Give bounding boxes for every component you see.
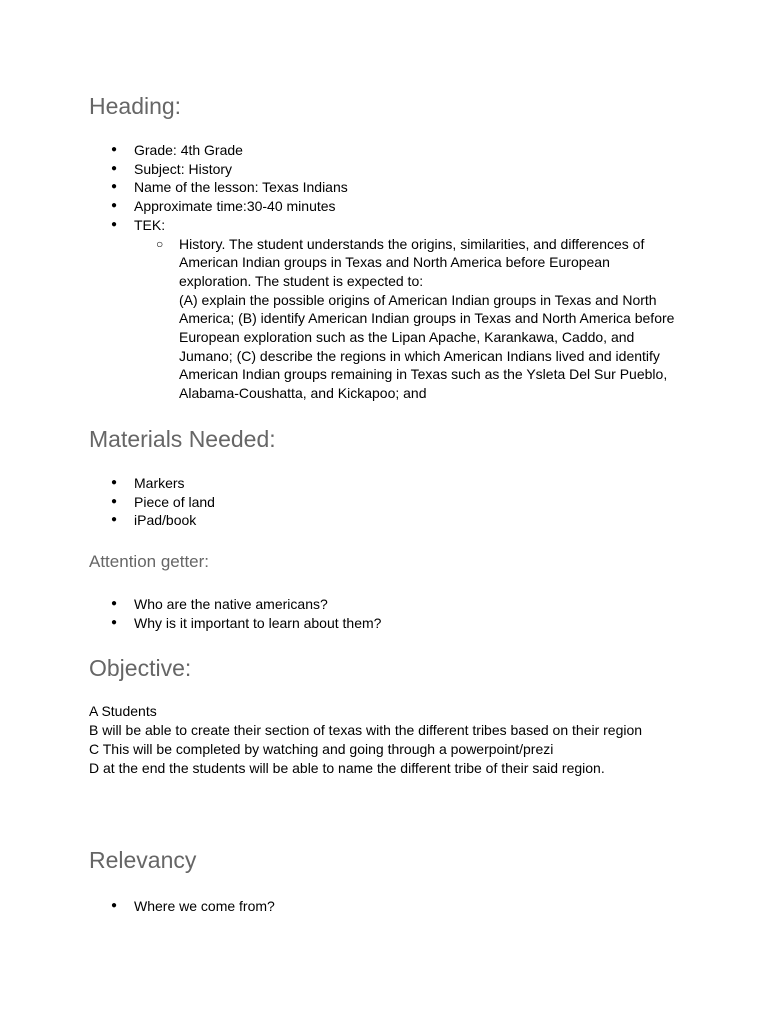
objective-text	[89, 702, 642, 778]
objective-line-c: C This will be completed by watching and going through a powerpoint/prezi	[89, 741, 554, 757]
objective-title: Objective:	[89, 655, 192, 681]
bullet-icon: ●	[111, 218, 118, 230]
tek-description: ○ History. The student understands the origins, similarities, and differences of American Indian groups in Texas and North America before European exploration. The student is expected to: (A) explain the possible origins of American Indian groups in Texas and North America; (B) identify American Indian groups in Texas and North America before European exploration such as the Lipan Apache, Karankawa, Caddo, and Jumano; (C) describe the regions in which American Indians lived and identify American Indian groups remaining in Texas such as the Ysleta Del Sur Pueblo, Alabama-Coushatta, and Kickapoo; and	[156, 235, 675, 402]
materials-title: Materials Needed:	[89, 426, 276, 452]
bullet-icon: ●	[111, 162, 118, 174]
list-item: ● Where we come from?	[111, 898, 275, 914]
list-item: ● Why is it important to learn about them?	[111, 614, 382, 631]
list-item-grade: ● Grade: 4th Grade	[111, 142, 243, 158]
list-item-tek: ● TEK: ○ History. The student understands the origins, similarities, and differences of American Indian groups in Texas and North America before European exploration. The student is expected to: (A) explain the possible origins of American Indian groups in Texas and North America; (B) identify American Indian groups in Texas and North America before European exploration such as the Lipan Apache, Karankawa, Caddo, and Jumano; (C) describe the regions in which American Indians lived and identify American Indian groups remaining in Texas such as the Ysleta Del Sur Pueblo, Alabama-Coushatta, and Kickapoo; and	[0, 216, 700, 403]
list-item-time: ● Approximate time:30-40 minutes	[111, 198, 336, 215]
bullet-icon: ●	[111, 200, 118, 212]
bullet-icon: ●	[111, 616, 118, 628]
tek-sublist	[134, 235, 700, 403]
heading-list	[0, 141, 700, 403]
objective-line-b: B will be able to create their section of texas with the different tribes based on their region	[89, 722, 643, 738]
materials-list	[0, 474, 700, 530]
relevancy-title: Relevancy	[89, 847, 197, 873]
bullet-icon: ●	[111, 495, 118, 507]
bullet-icon: ●	[111, 181, 118, 193]
bullet-icon: ●	[111, 598, 118, 609]
bullet-icon: ●	[111, 900, 118, 911]
hollow-bullet-icon: ○	[156, 236, 164, 251]
list-item: ● Markers	[111, 475, 185, 491]
heading-title: Heading:	[89, 93, 182, 119]
attention-list	[0, 595, 700, 632]
list-item-lesson-name: ● Name of the lesson: Texas Indians	[111, 179, 348, 196]
list-item: ● Piece of land	[111, 493, 215, 510]
list-item-subject: ● Subject: History	[111, 160, 233, 177]
bullet-icon: ●	[111, 477, 118, 488]
objective-line-d: D at the end the students will be able to name the different tribe of their said region.	[89, 760, 605, 776]
attention-title: Attention getter:	[89, 552, 210, 571]
relevancy-list	[0, 897, 700, 916]
bullet-icon: ●	[111, 514, 118, 526]
objective-line-a: A Students	[89, 703, 157, 719]
list-item: ● Who are the native americans?	[111, 596, 328, 612]
bullet-icon: ●	[111, 144, 118, 155]
list-item: ● iPad/book	[111, 512, 197, 529]
